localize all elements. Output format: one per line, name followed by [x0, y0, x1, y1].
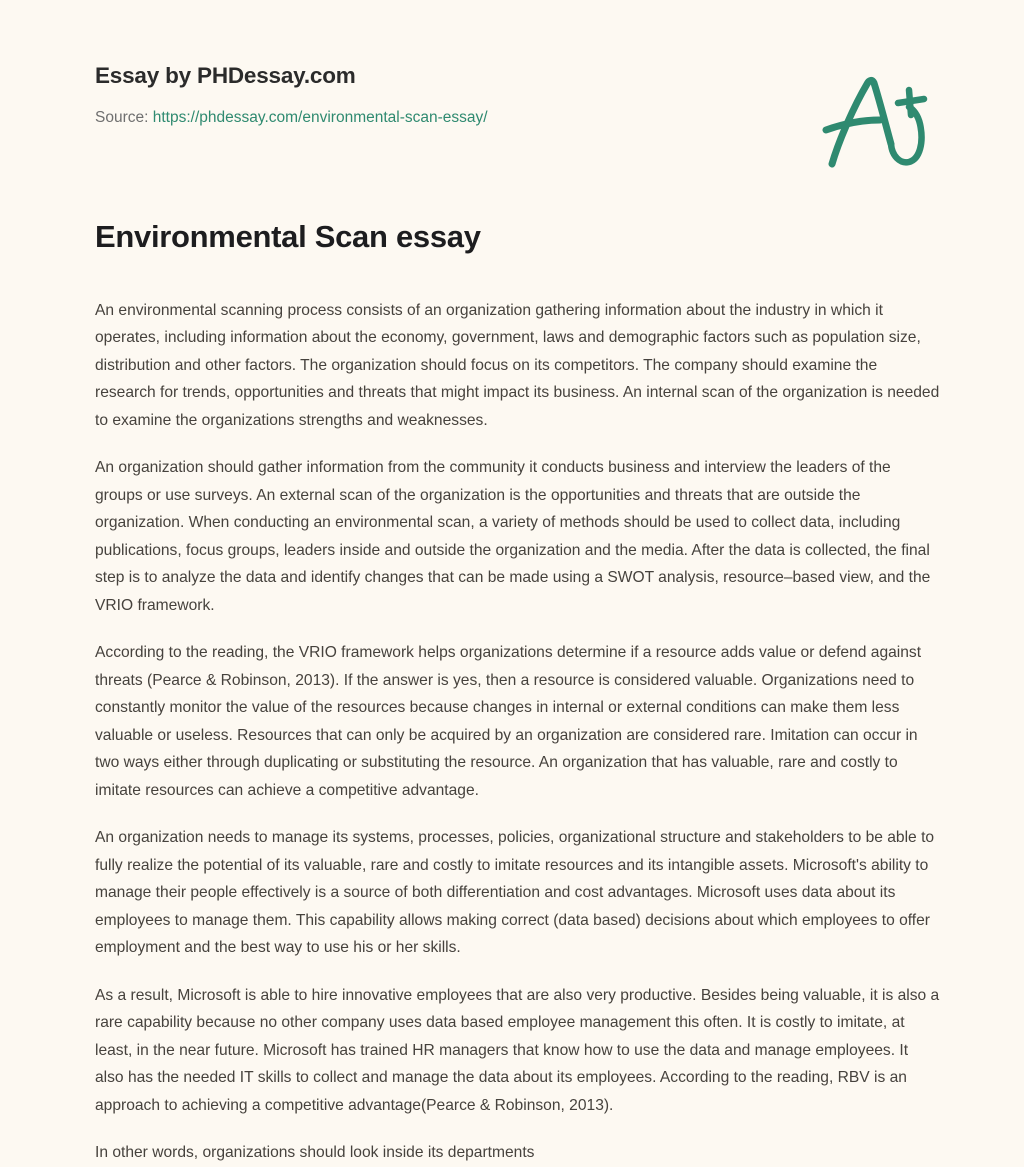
brand-title: Essay by PHDessay.com	[95, 63, 356, 88]
paragraph: An environmental scanning process consists of an organization gathering information about the industry in which it operates, including information about the economy, government, laws and demographic factors such as population size, distribution and other factors. The organization should focus on its competitors. The company should examine the research for trends, opportunities and threats that might impact its business. An internal scan of the organization is needed to examine the organizations strengths and weaknesses.	[95, 301, 940, 429]
source-label: Source:	[95, 109, 149, 126]
a-plus-logo-icon	[812, 68, 936, 172]
paragraph: An organization needs to manage its systems, processes, policies, organizational structure and stakeholders to be able to fully realize the potential of its valuable, rare and costly to imitate resources and its intangible assets. Microsoft's ability to manage their people effectively is a source of both differentiation and cost advantages. Microsoft uses data about its employees to manage them. This capability allows making correct (data based) decisions about which employees to offer employment and the best way to use his or her skills.	[95, 829, 935, 957]
page-header	[95, 62, 795, 128]
page-title: Environmental Scan essay	[95, 219, 481, 254]
paragraph: As a result, Microsoft is able to hire innovative employees that are also very productive. Besides being valuable, it is also a rare capability because no other company uses data based employee management this often. It is costly to imitate, at least, in the near future. Microsoft has trained HR managers that know how to use the data and manage employees. It also has the needed IT skills to collect and manage the data about its employees. According to the reading, RBV is an approach to achieving a competitive advantage(Pearce & Robinson, 2013).	[95, 986, 940, 1114]
source-line	[95, 108, 795, 128]
paragraph: According to the reading, the VRIO framework helps organizations determine if a resource adds value or defend against threats (Pearce & Robinson, 2013). If the answer is yes, then a resource is considered valuable. Organizations need to constantly monitor the value of the resources because changes in internal or external conditions can make them less valuable or useless. Resources that can only be acquired by an organization are considered rare. Imitation can occur in two ways either through duplicating or substituting the resource. An organization that has valuable, rare and costly to imitate resources can achieve a competitive advantage.	[95, 644, 922, 799]
paragraph: In other words, organizations should look inside its departments	[95, 1144, 535, 1162]
article	[95, 218, 940, 1167]
article-body	[95, 297, 940, 1167]
source-url-link[interactable]: https://phdessay.com/environmental-scan-essay/	[152, 109, 488, 126]
paragraph: An organization should gather information from the community it conducts business and interview the leaders of the groups or use surveys. An external scan of the organization is the opportunities and threats that are outside the organization. When conducting an environmental scan, a variety of methods should be used to collect data, including publications, focus groups, leaders inside and outside the organization and the media. After the data is collected, the final step is to analyze the data and identify changes that can be made using a SWOT analysis, resource–based view, and the VRIO framework.	[95, 459, 931, 614]
